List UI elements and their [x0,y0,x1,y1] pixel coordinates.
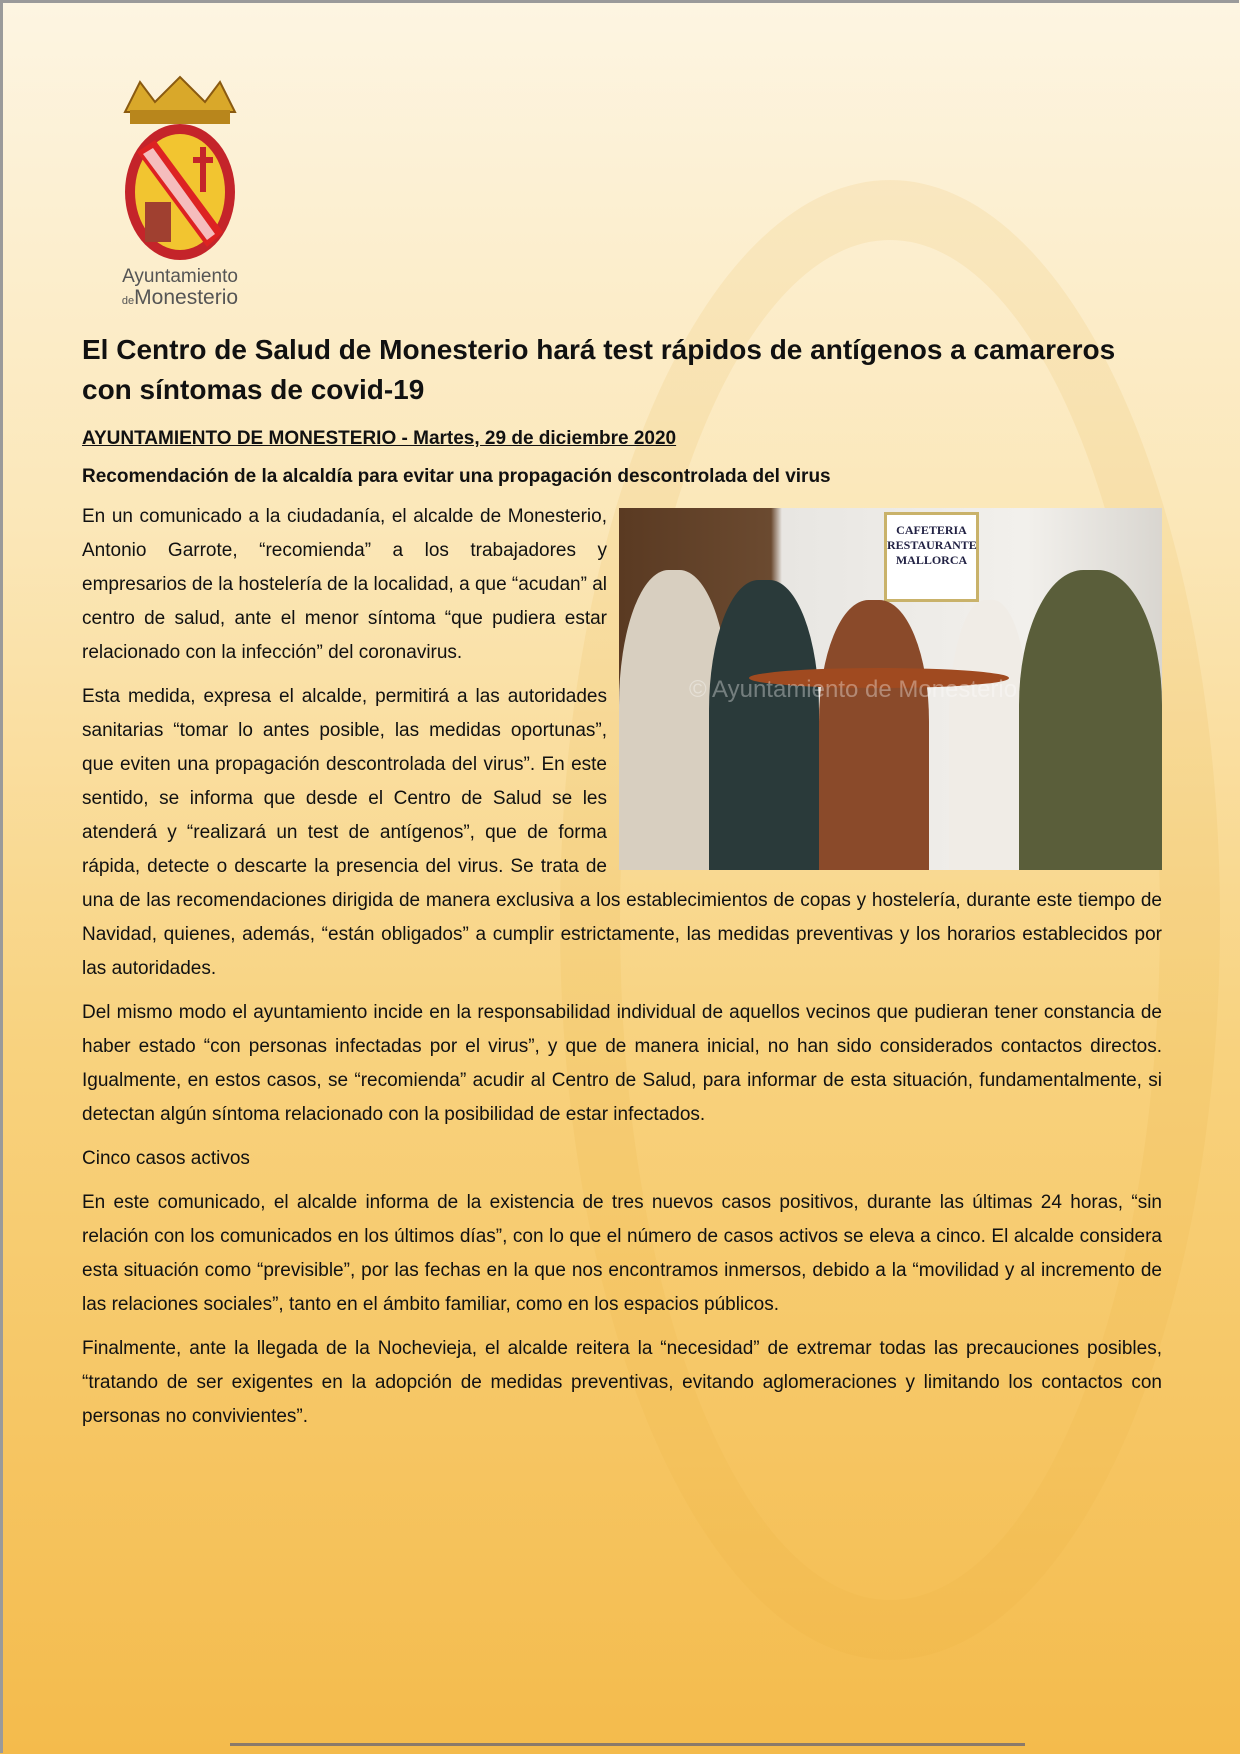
footer-divider [230,1743,1025,1746]
logo-text: Ayuntamiento [122,266,238,287]
paragraph: Esta medida, expresa el alcalde, permitirá a las autoridades sanitarias “tomar lo antes posible, las medidas oportunas”, que eviten una propagación descontrolada del virus”. En este sentido, se informa que desde el Centro de Salud se les atenderá y “realizará un test de antígenos”, que de forma rápida, detecte o descarte la presencia del virus. Se trata de una de las recomendaciones dirigida de manera exclusiva a los establecimientos de copas y hostelería, durante este tiempo de Navidad, quienes, además, “están obligados” a cumplir estrictamente, las medidas preventivas y los horarios establecidos por las autoridades. [82,686,1162,979]
byline: AYUNTAMIENTO DE MONESTERIO - Martes, 29 de diciembre 2020 [82,428,677,449]
municipality-logo [110,72,250,311]
section-heading: Cinco casos activos [82,1148,250,1169]
article-title: El Centro de Salud de Monesterio hará test rápidos de antígenos a camareros con síntomas de covid-19 [82,334,1116,405]
restaurant-sign: CAFETERIA RESTAURANTE MALLORCA [884,512,979,602]
paragraph: Del mismo modo el ayuntamiento incide en la responsabilidad individual de aquellos vecinos que pudieran tener constancia de haber estado “con personas infectadas por el virus”, y que de manera inicial, no han sido considerados contactos directos. Igualmente, en estos casos, se “recomienda” acudir al Centro de Salud, para informar de esta situación, fundamentalmente, si detectan algún síntoma relacionado con la posibilidad de estar infectados. [82,1002,1162,1125]
paragraph: En este comunicado, el alcalde informa de la existencia de tres nuevos casos positivos, durante las últimas 24 horas, “sin relación con los comunicados en los últimos días”, con lo que el número de casos activos se eleva a cinco. El alcalde considera esta situación como “previsible”, por las fechas en la que nos encontramos inmersos, debido a la “movilidad y al incremento de las relaciones sociales”, tanto en el ámbito familiar, como en los espacios públicos. [82,1192,1162,1315]
photo-watermark: © Ayuntamiento de Monesterio [689,676,1018,703]
logo-text-2: deMonesterio [121,286,239,309]
coat-of-arms-icon [115,72,245,262]
paragraph: En un comunicado a la ciudadanía, el alcalde de Monesterio, Antonio Garrote, “recomienda” a los trabajadores y empresarios de la hostelería de la localidad, a que “acudan” al centro de salud, ante el menor síntoma “que pudiera estar relacionado con la infección” del coronavirus. [82,506,607,663]
article-subtitle: Recomendación de la alcaldía para evitar una propagación descontrolada del virus [82,466,831,487]
article [82,330,1162,1444]
article-photo [619,508,1162,870]
paragraph: Finalmente, ante la llegada de la Nochevieja, el alcalde reitera la “necesidad” de extremar todas las precauciones posibles, “tratando de ser exigentes en la adopción de medidas preventivas, evitando aglomeraciones y limitando los contactos con personas no convivientes”. [82,1338,1162,1427]
